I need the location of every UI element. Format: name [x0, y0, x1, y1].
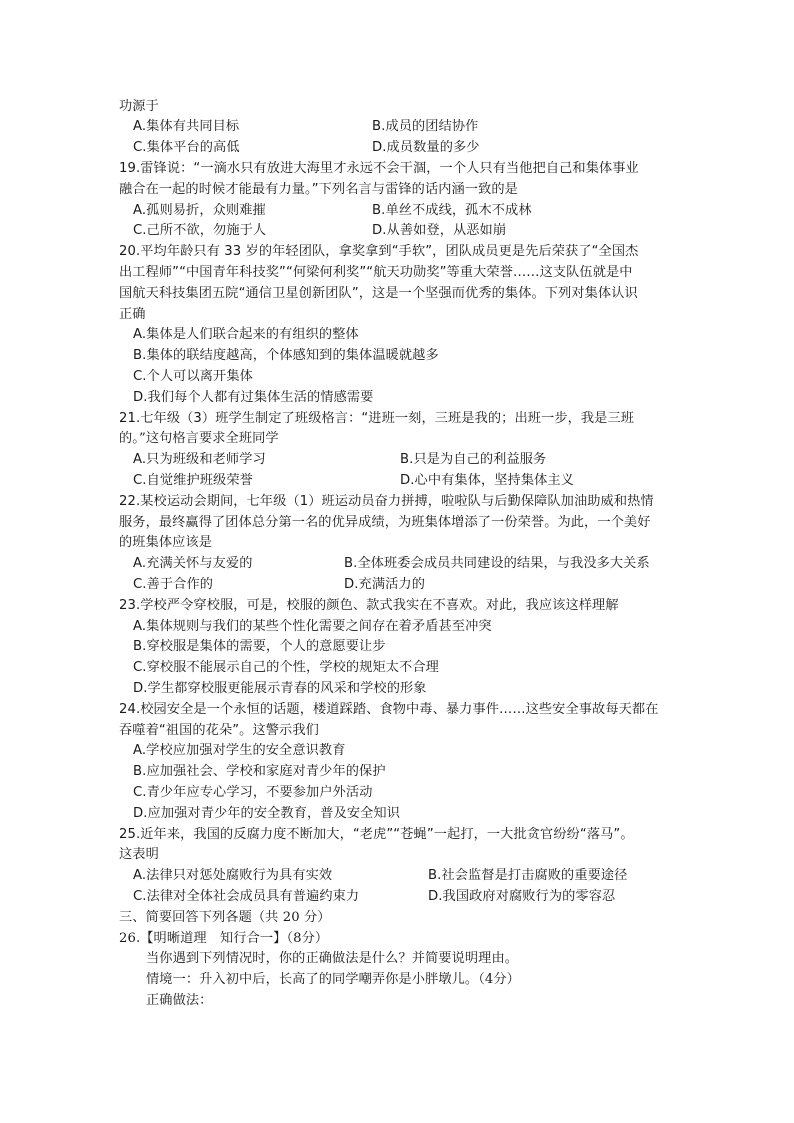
question-26: 26.【明晰道理 知行合一】（8分） [119, 931, 329, 946]
option-c: C.法律对全体社会成员具有普遍约束力 [133, 889, 360, 904]
option-c: C.青少年应专心学习，不要参加户外活动 [133, 785, 373, 800]
option-d: D.从善如登，从恶如崩 [372, 223, 507, 238]
question-22-cont: 的班集体应该是 [119, 535, 213, 550]
option-a: A.集体有共同目标 [133, 119, 240, 134]
section-heading: 三、简要回答下列各题（共 20 分） [119, 910, 331, 925]
option-a: A.只为班级和老师学习 [133, 452, 266, 467]
question-26-prompt: 当你遇到下列情况时，你的正确做法是什么？并简要说明理由。 [146, 951, 519, 966]
option-b: B.穿校服是集体的需要，个人的意愿要让步 [133, 639, 386, 654]
option-d: D.心中有集体，坚持集体主义 [400, 473, 574, 488]
question-20-cont: 国航天科技集团五院“通信卫星创新团队”，这是一个坚强而优秀的集体。下列对集体认识 [119, 286, 638, 301]
question-22-cont: 服务，最终赢得了团体总分第一名的优异成绩，为班集体增添了一份荣誉。为此，一个美好 [119, 515, 651, 530]
option-c: C.穿校服不能展示自己的个性，学校的规矩太不合理 [133, 660, 439, 675]
option-d: D.充满活力的 [344, 577, 425, 592]
question-21: 21.七年级（3）班学生制定了班级格言：“进班一刻，三班是我的；出班一步，我是三班 [119, 411, 635, 426]
option-b: B.社会监督是打击腐败的重要途径 [428, 868, 628, 883]
question-23: 23.学校严令穿校服，可是，校服的颜色、款式我实在不喜欢。对此，我应该这样理解 [119, 598, 619, 613]
option-c: C.善于合作的 [133, 577, 214, 592]
option-b: B.单丝不成线，孤木不成林 [372, 203, 532, 218]
option-a: A.集体是人们联合起来的有组织的整体 [133, 327, 359, 342]
option-a: A.学校应加强对学生的安全意识教育 [133, 743, 346, 758]
question-24-cont: 吞噬着“祖国的花朵”。这警示我们 [119, 723, 319, 738]
option-d: D.我们每个人都有过集体生活的情感需要 [133, 390, 374, 405]
option-b: B.只是为自己的利益服务 [400, 452, 547, 467]
question-25-cont: 这表明 [119, 847, 159, 862]
question-25: 25.近年来，我国的反腐力度不断加大，“老虎”“苍蝇”一起打，一大批贪官纷纷“落马”。 [119, 827, 634, 842]
answer-label: 正确做法： [146, 993, 213, 1008]
option-c: C.己所不欲，勿施于人 [133, 223, 267, 238]
option-a: A.孤则易折，众则难摧 [133, 203, 266, 218]
question-20-cont: 正确 [119, 307, 146, 322]
option-c: C.个人可以离开集体 [133, 369, 253, 384]
question-22: 22.某校运动会期间，七年级（1）班运动员奋力拼搏，啦啦队与后勤保障队加油助威和热情 [119, 494, 654, 509]
option-b: B.成员的团结协作 [372, 119, 479, 134]
text-line: 功源于 [119, 99, 159, 114]
question-21-cont: 的。”这句格言要求全班同学 [119, 431, 279, 446]
question-19: 19.雷锋说：“一滴水只有放进大海里才永远不会干涸，一个人只有当他把自己和集体事业 [119, 161, 639, 176]
option-c: C.自觉维护班级荣誉 [133, 473, 253, 488]
option-d: D.学生都穿校服更能展示青春的风采和学校的形象 [133, 681, 427, 696]
option-a: A.法律只对惩处腐败行为具有实效 [133, 868, 333, 883]
option-b: B.应加强社会、学校和家庭对青少年的保护 [133, 764, 386, 779]
question-20: 20.平均年龄只有 33 岁的年轻团队，拿奖拿到“手软”，团队成员更是先后荣获了“全国杰 [119, 244, 639, 259]
option-d: D.我国政府对腐败行为的零容忍 [428, 889, 616, 904]
option-a: A.充满关怀与友爱的 [133, 556, 253, 571]
option-c: C.集体平台的高低 [133, 140, 240, 155]
question-20-cont: 出工程师”“中国青年科技奖”“何梁何利奖”“航天功勋奖”等重大荣誉……这支队伍就是中 [119, 265, 633, 280]
option-d: D.应加强对青少年的安全教育，普及安全知识 [133, 806, 401, 821]
option-a: A.集体规则与我们的某些个性化需要之间存在着矛盾甚至冲突 [133, 619, 492, 634]
option-d: D.成员数量的多少 [372, 140, 480, 155]
option-b: B.集体的联结度越高，个体感知到的集体温暖就越多 [133, 348, 439, 363]
question-24: 24.校园安全是一个永恒的话题，楼道踩踏、食物中毒、暴力事件……这些安全事故每天都在 [119, 702, 659, 717]
question-19-cont: 融合在一起的时候才能最有力量。”下列名言与雷锋的话内涵一致的是 [119, 182, 518, 197]
scenario-one: 情境一：升入初中后，长高了的同学嘲弄你是小胖墩儿。（4分） [146, 972, 520, 987]
option-b: B.全体班委会成员共同建设的结果，与我没多大关系 [344, 556, 650, 571]
